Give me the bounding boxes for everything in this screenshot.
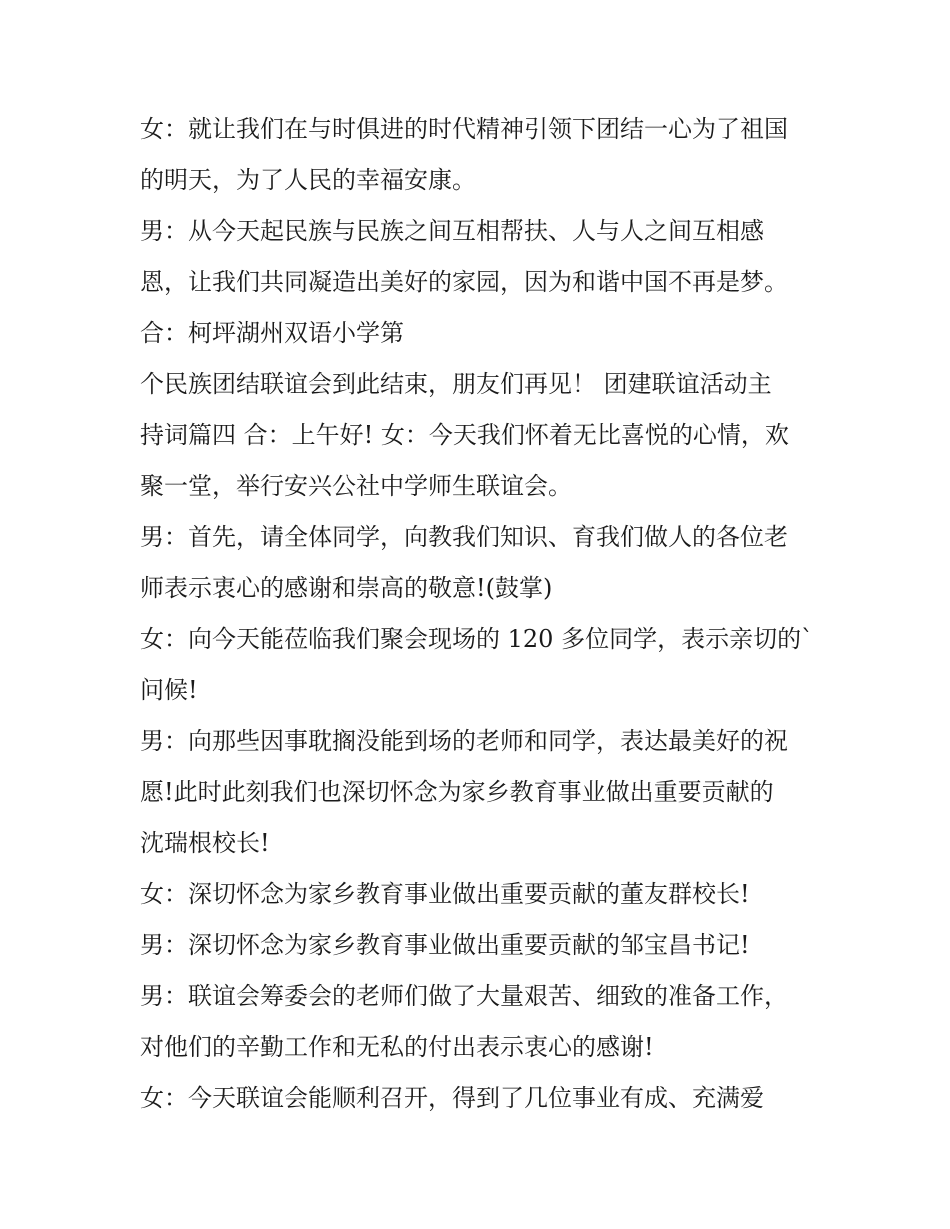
- text-line: 合：柯坪湖州双语小学第: [140, 319, 404, 347]
- text-line: 女：向今天能莅临我们聚会现场的 120 多位同学，表示亲切的`: [140, 625, 814, 653]
- text-line: 男：向那些因事耽搁没能到场的老师和同学，表达最美好的祝: [140, 727, 788, 755]
- text-line: 女：深切怀念为家乡教育事业做出重要贡献的董友群校长!: [140, 880, 750, 908]
- text-line: 男：从今天起民族与民族之间互相帮扶、人与人之间互相感: [140, 217, 764, 245]
- text-line: 恩，让我们共同凝造出美好的家园，因为和谐中国不再是梦。: [140, 268, 788, 296]
- text-line: 男：深切怀念为家乡教育事业做出重要贡献的邹宝昌书记!: [140, 931, 750, 959]
- text-line: 师表示衷心的感谢和崇高的敬意!(鼓掌): [140, 574, 553, 602]
- text-line: 女：就让我们在与时俱进的时代精神引领下团结一心为了祖国: [140, 115, 788, 143]
- text-line: 男：首先，请全体同学，向教我们知识、育我们做人的各位老: [140, 523, 788, 551]
- text-line: 的明天，为了人民的幸福安康。: [140, 166, 476, 194]
- text-line: 持词篇四 合：上午好! 女：今天我们怀着无比喜悦的心情，欢: [140, 421, 789, 449]
- text-line: 愿!此时此刻我们也深切怀念为家乡教育事业做出重要贡献的: [140, 778, 774, 806]
- text-line: 男：联谊会筹委会的老师们做了大量艰苦、细致的准备工作，: [140, 982, 788, 1010]
- text-line: 女：今天联谊会能顺利召开，得到了几位事业有成、充满爱: [140, 1084, 764, 1112]
- text-line: 沈瑞根校长!: [140, 829, 270, 857]
- document-body: [140, 104, 820, 1124]
- text-line: 个民族团结联谊会到此结束，朋友们再见！ 团建联谊活动主: [140, 370, 772, 398]
- text-line: 对他们的辛勤工作和无私的付出表示衷心的感谢!: [140, 1033, 654, 1061]
- text-line: 问候!: [140, 676, 198, 704]
- text-line: 聚一堂，举行安兴公社中学师生联谊会。: [140, 472, 572, 500]
